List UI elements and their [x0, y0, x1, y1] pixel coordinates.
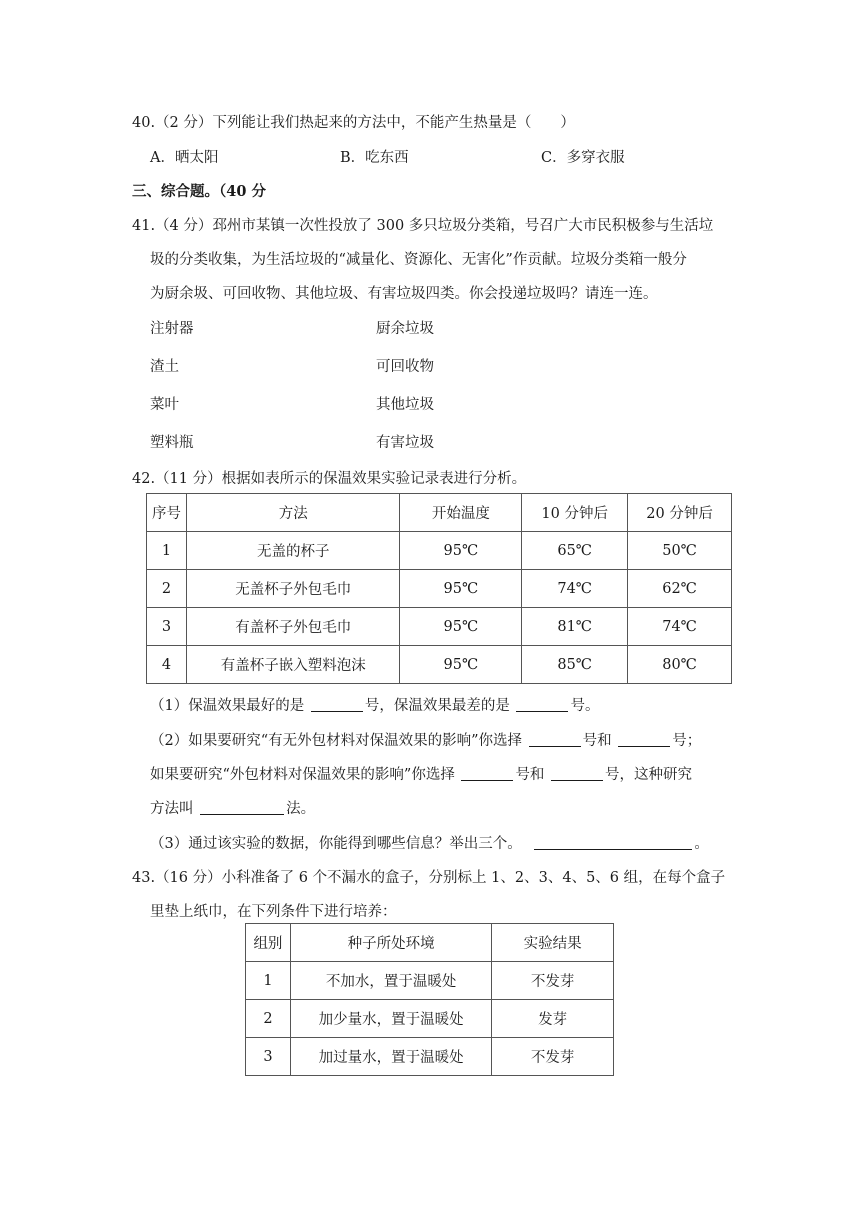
table-cell: 有盖杯子外包毛巾 [186, 608, 400, 646]
header-cell: 开始温度 [400, 494, 522, 532]
answer-blank[interactable] [516, 697, 568, 712]
q41-left-item: 塑料瓶 [150, 435, 194, 451]
answer-blank[interactable] [311, 697, 363, 712]
q42-table [146, 493, 732, 684]
q42-sub2-text: （2）如果要研究“有无外包材料对保温效果的影响”你选择 [150, 733, 523, 749]
header-cell: 种子所处环境 [290, 924, 491, 962]
q41-right-item: 有害垃圾 [376, 435, 434, 451]
table-row [246, 1000, 614, 1038]
q42-sub1-text: 号，保温效果最差的是 [364, 698, 510, 714]
table-cell: 无盖杯子外包毛巾 [186, 570, 400, 608]
header-cell: 20 分钟后 [628, 494, 732, 532]
table-cell: 74℃ [522, 570, 628, 608]
table-cell: 加少量水，置于温暖处 [290, 1000, 491, 1038]
table-cell: 81℃ [522, 608, 628, 646]
q42-sub1-text: （1）保温效果最好的是 [150, 698, 305, 714]
table-cell: 85℃ [522, 646, 628, 684]
table-cell: 4 [147, 646, 187, 684]
table-cell: 3 [147, 608, 187, 646]
header-cell: 实验结果 [492, 924, 614, 962]
q42-sub3 [150, 832, 709, 853]
q41-right-item: 可回收物 [376, 359, 434, 375]
table-cell: 1 [147, 532, 187, 570]
table-cell: 1 [246, 962, 291, 1000]
q41-line2: 圾的分类收集，为生活垃圾的“减量化、资源化、无害化”作贡献。垃圾分类箱一般分 [150, 252, 687, 268]
table-cell: 不发芽 [492, 1038, 614, 1076]
table-row [147, 646, 732, 684]
q42-sub2-text: 方法叫 [150, 801, 194, 817]
table-row [246, 962, 614, 1000]
table-cell: 74℃ [628, 608, 732, 646]
table-row [147, 608, 732, 646]
section-title: 三、综合题。（40 分 [132, 183, 266, 200]
table-cell: 95℃ [400, 532, 522, 570]
q42-sub2-line1 [150, 729, 701, 750]
header-cell: 10 分钟后 [522, 494, 628, 532]
q42-sub2-text: 法。 [286, 801, 316, 817]
answer-blank[interactable] [461, 766, 513, 781]
q41-left-item: 注射器 [150, 321, 194, 337]
q42-stem: 42.（11 分）根据如表所示的保温效果实验记录表进行分析。 [132, 471, 527, 487]
answer-blank[interactable] [551, 766, 603, 781]
q40-option-a: A．晒太阳 [150, 150, 219, 166]
q42-sub2-line2 [150, 763, 692, 784]
table-header-row [246, 924, 614, 962]
table-cell: 无盖的杯子 [186, 532, 400, 570]
table-header-row [147, 494, 732, 532]
table-cell: 发芽 [492, 1000, 614, 1038]
q42-sub3-text: 。 [694, 836, 709, 852]
table-cell: 不加水，置于温暖处 [290, 962, 491, 1000]
q42-sub3-text: （3）通过该实验的数据，你能得到哪些信息？举出三个。 [150, 836, 522, 852]
q41-right-item: 厨余垃圾 [376, 321, 434, 337]
q40-option-c: C．多穿衣服 [541, 150, 625, 166]
q42-sub1-text: 号。 [570, 698, 600, 714]
table-row [147, 532, 732, 570]
q43-line1: 43.（16 分）小科准备了 6 个不漏水的盒子，分别标上 1、2、3、4、5、6 组，在每个盒子 [132, 870, 726, 886]
table-cell: 65℃ [522, 532, 628, 570]
q42-sub2-text: 号和 [582, 733, 612, 749]
q40-option-b: B．吃东西 [340, 150, 409, 166]
table-cell: 3 [246, 1038, 291, 1076]
q42-sub2-text: 如果要研究“外包材料对保温效果的影响”你选择 [150, 767, 455, 783]
table-cell: 50℃ [628, 532, 732, 570]
table-cell: 加过量水，置于温暖处 [290, 1038, 491, 1076]
answer-blank[interactable] [534, 835, 692, 850]
q43-table [245, 923, 614, 1076]
table-cell: 95℃ [400, 608, 522, 646]
answer-blank[interactable] [529, 732, 581, 747]
q42-sub1 [150, 694, 599, 715]
header-cell: 方法 [186, 494, 400, 532]
table-cell: 有盖杯子嵌入塑料泡沫 [186, 646, 400, 684]
q43-line2: 里垫上纸巾，在下列条件下进行培养： [150, 904, 397, 920]
header-cell: 组别 [246, 924, 291, 962]
q41-left-item: 菜叶 [150, 397, 179, 413]
q42-sub2-text: 号，这种研究 [605, 767, 693, 783]
table-cell: 不发芽 [492, 962, 614, 1000]
q41-line3: 为厨余圾、可回收物、其他垃圾、有害垃圾四类。你会投递垃圾吗？请连一连。 [150, 286, 658, 302]
table-row [246, 1038, 614, 1076]
table-cell: 95℃ [400, 570, 522, 608]
q40-stem: 40.（2 分）下列能让我们热起来的方法中，不能产生热量是（ ） [132, 115, 575, 131]
table-cell: 2 [246, 1000, 291, 1038]
table-cell: 62℃ [628, 570, 732, 608]
table-cell: 80℃ [628, 646, 732, 684]
header-cell: 序号 [147, 494, 187, 532]
q41-left-item: 渣土 [150, 359, 179, 375]
q42-sub2-text: 号和 [515, 767, 545, 783]
q42-sub2-line3 [150, 797, 315, 818]
q41-line1: 41.（4 分）邳州市某镇一次性投放了 300 多只垃圾分类箱，号召广大市民积极参与生活垃 [132, 218, 714, 234]
answer-blank[interactable] [618, 732, 670, 747]
table-row [147, 570, 732, 608]
q41-right-item: 其他垃圾 [376, 397, 434, 413]
answer-blank[interactable] [200, 800, 284, 815]
q42-sub2-text: 号； [672, 733, 702, 749]
table-cell: 95℃ [400, 646, 522, 684]
table-cell: 2 [147, 570, 187, 608]
